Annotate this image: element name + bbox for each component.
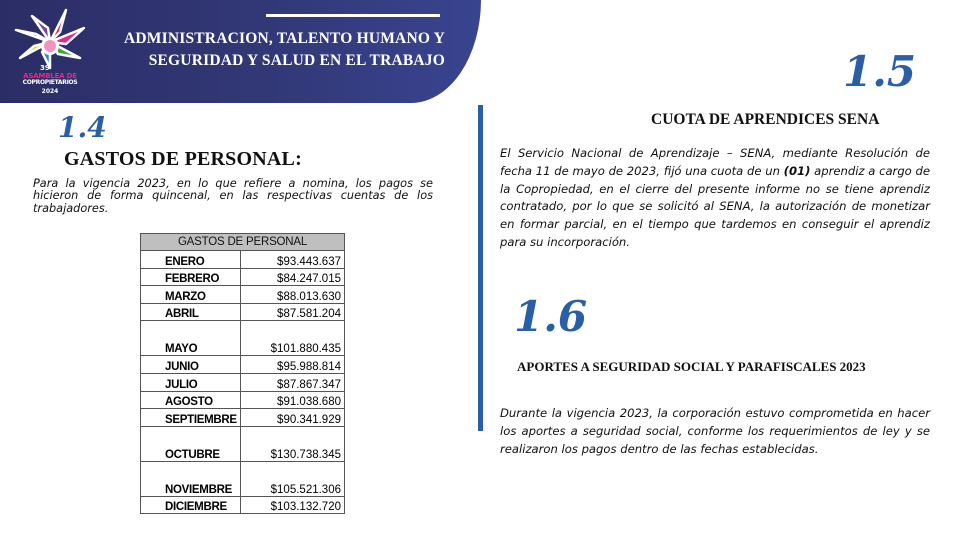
- table-row: [141, 303, 345, 321]
- table-row: [141, 286, 345, 304]
- value-cell: $101.880.435: [240, 321, 344, 356]
- month-cell: SEPTIEMBRE: [141, 409, 241, 427]
- table-header-row: [141, 234, 345, 251]
- value-cell: $84.247.015: [240, 268, 344, 286]
- value-cell: $91.038.680: [240, 391, 344, 409]
- flower-logo-graphic: [14, 8, 86, 72]
- table-row: [141, 426, 345, 461]
- month-cell: ABRIL: [141, 303, 241, 321]
- value-cell: $95.988.814: [240, 356, 344, 374]
- logo-year: 2024: [41, 88, 59, 95]
- value-cell: $130.738.345: [240, 426, 344, 461]
- header-divider-line: [266, 14, 440, 17]
- table-row: [141, 461, 345, 496]
- logo-line2: COPROPIETARIOS: [22, 79, 78, 86]
- value-cell: $88.013.630: [240, 286, 344, 304]
- value-cell: $93.443.637: [240, 251, 344, 269]
- section-number-1-5: 1.5: [843, 47, 917, 96]
- section-paragraph-aportes: Durante la vigencia 2023, la corporación estuvo comprometida en hacer los aportes a seguridad social, conforme los requerimientos de ley y se realizaron los pagos dentro de las fechas establecidas.: [500, 406, 930, 456]
- month-cell: NOVIEMBRE: [141, 461, 241, 496]
- section-number-1-4: 1.4: [58, 111, 107, 144]
- logo-edition: 39: [40, 64, 50, 72]
- vertical-divider-bar: [478, 105, 483, 431]
- assembly-flower-logo-icon: [14, 8, 86, 100]
- header-title: [100, 28, 445, 72]
- value-cell: $90.341.929: [240, 409, 344, 427]
- section-title-cuota-aprendices: CUOTA DE APRENDICES SENA: [651, 111, 880, 128]
- month-cell: ENERO: [141, 251, 241, 269]
- section-title-aportes: APORTES A SEGURIDAD SOCIAL Y PARAFISCALES 2023: [517, 359, 866, 374]
- value-cell: $87.867.347: [240, 373, 344, 391]
- table-row: [141, 496, 345, 514]
- section-title-gastos-personal: GASTOS DE PERSONAL:: [64, 148, 302, 170]
- paragraph-bold-count: (01): [783, 163, 811, 178]
- table-row: [141, 321, 345, 356]
- month-cell: JULIO: [141, 373, 241, 391]
- section-paragraph-gastos: Para la vigencia 2023, en lo que refiere a nomina, los pagos se hicieron de forma quincenal, en las respectivas cuentas de los trabajadores.: [33, 177, 433, 215]
- month-cell: MARZO: [141, 286, 241, 304]
- section-paragraph-sena: [500, 145, 930, 252]
- month-cell: JUNIO: [141, 356, 241, 374]
- value-cell: $103.132.720: [240, 496, 344, 514]
- table-header: GASTOS DE PERSONAL: [141, 234, 345, 251]
- table-row: [141, 268, 345, 286]
- logo-line1: ASAMBLEA DE: [23, 72, 77, 80]
- paragraph-text-start: El Servicio Nacional de Aprendizaje – SENA, mediante Resolución de fecha 11 de mayo de 2023, fijó una cuota de un: [500, 146, 930, 178]
- month-cell: MAYO: [141, 321, 241, 356]
- month-cell: AGOSTO: [141, 391, 241, 409]
- header-title-line2: SEGURIDAD Y SALUD EN EL TRABAJO: [148, 52, 445, 69]
- table-row: [141, 373, 345, 391]
- value-cell: $87.581.204: [240, 303, 344, 321]
- month-cell: OCTUBRE: [141, 426, 241, 461]
- table-row: [141, 391, 345, 409]
- header-title-line1: ADMINISTRACION, TALENTO HUMANO Y: [123, 30, 445, 47]
- section-number-1-6: 1.6: [514, 292, 588, 341]
- table-row: [141, 251, 345, 269]
- paragraph-text-end: aprendiz a cargo de la Copropiedad, en el cierre del presente informe no se tiene aprendiz contratado, por lo que se solicitó al SENA, la autorización de monetizar en formar parcial, en el tiempo que tardemos en conseguir el aprendiz para su incorporación.: [500, 163, 930, 249]
- table-row: [141, 409, 345, 427]
- gastos-personal-table: [140, 233, 345, 514]
- header-band: [0, 0, 481, 103]
- month-cell: DICIEMBRE: [141, 496, 241, 514]
- value-cell: $105.521.306: [240, 461, 344, 496]
- month-cell: FEBRERO: [141, 268, 241, 286]
- table-row: [141, 356, 345, 374]
